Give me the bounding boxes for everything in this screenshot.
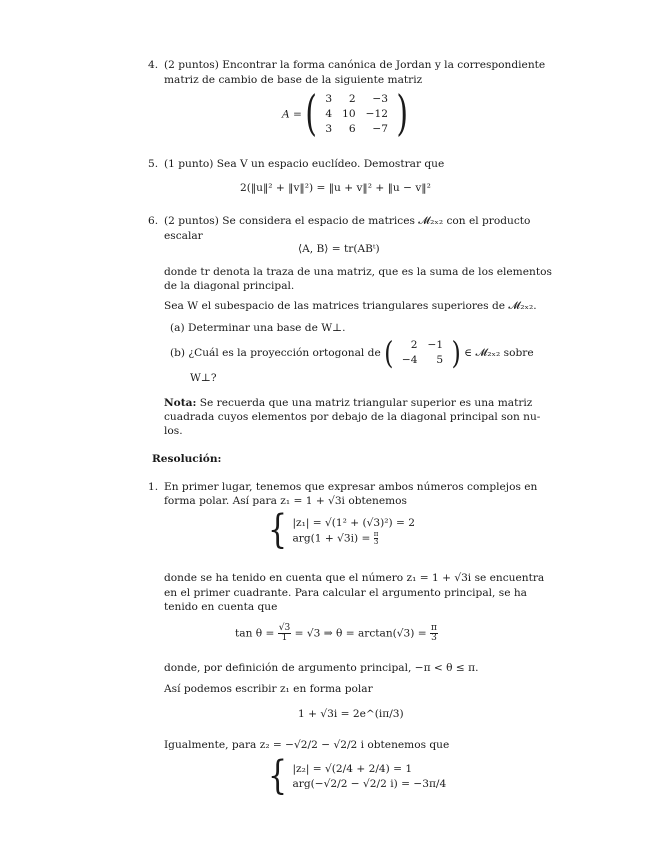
nota-text: Se recuerda que una matriz triangular superior es una matriz	[196, 397, 533, 409]
matrix-cell: 6	[348, 123, 356, 135]
matrix-a-label: A =	[282, 108, 302, 121]
system-1	[268, 507, 416, 554]
matrix-cell: 10	[342, 108, 356, 120]
resolucion-number: 1.	[148, 481, 159, 493]
matrix-cell: 4	[325, 108, 333, 120]
system-1-line2	[292, 531, 415, 547]
matrix-cell: 5	[436, 354, 444, 366]
part-b-text-post: ∈ 𝓜₂ₓ₂ sobre	[464, 346, 534, 359]
part-b-matrix	[397, 338, 448, 368]
right-paren: )	[451, 334, 461, 372]
nota-label: Nota:	[164, 397, 197, 409]
inner-product-formula: ⟨A, B⟩ = tr(ABᵗ)	[298, 243, 380, 255]
matrix-row	[397, 353, 448, 368]
fraction-num: π	[431, 623, 437, 633]
problem-6-part-a: (a) Determinar una base de W⊥.	[170, 322, 346, 334]
resolucion-asi: Así podemos escribir z₁ en forma polar	[164, 683, 373, 695]
resolucion-p3: tenido en cuenta que	[164, 601, 278, 613]
resolucion-line2: forma polar. Así para z₁ = 1 + √3i obtenemos	[164, 495, 407, 507]
matrix-cell: 2	[348, 93, 356, 105]
nota-line3: los.	[164, 425, 183, 437]
tan-formula	[235, 624, 438, 643]
resolucion-line1: En primer lugar, tenemos que expresar ambos números complejos en	[164, 481, 538, 493]
part-b-text: (b) ¿Cuál es la proyección ortogonal de	[170, 346, 381, 359]
fraction-den: 1	[281, 633, 288, 643]
matrix-cell: −4	[401, 354, 418, 366]
fraction-den: 3	[373, 538, 379, 546]
resolucion-definition: donde, por definición de argumento principal, −π < θ ≤ π.	[164, 662, 479, 674]
matrix-cell: −1	[427, 339, 444, 351]
matrix-row	[320, 92, 393, 107]
matrix-row	[320, 107, 393, 122]
matrix-a-block	[282, 85, 409, 142]
pi-over-3-fraction	[374, 531, 379, 546]
system-2-line1: |z₂| = √(2/4 + 2/4) = 1	[292, 763, 413, 775]
problem-6-desc-line2: de la diagonal principal.	[164, 280, 295, 292]
matrix-row	[320, 122, 393, 137]
problem-6-number: 6.	[148, 215, 159, 227]
problem-6-subspace: Sea W el subespacio de las matrices triangulares superiores de 𝓜₂ₓ₂.	[164, 300, 537, 312]
system-1-line1: |z₁| = √(1² + (√3)²) = 2	[292, 517, 416, 529]
right-paren: )	[396, 85, 409, 142]
problem-4-text-line1: (2 puntos) Encontrar la forma canónica de Jordan y la correspondiente	[164, 59, 546, 71]
system-2	[268, 753, 447, 800]
tan-lhs: tan θ =	[235, 627, 275, 640]
left-paren: (	[384, 334, 394, 372]
left-paren: (	[305, 85, 317, 142]
problem-5-number: 5.	[148, 158, 159, 170]
matrix-cell: −7	[372, 123, 388, 135]
problem-6-desc-line1: donde tr denota la traza de una matriz, que es la suma de los elementos	[164, 266, 552, 278]
matrix-row	[397, 338, 448, 353]
system-1-line2-text: arg(1 + √3i) =	[292, 532, 371, 545]
system-1-lines	[292, 516, 415, 547]
problem-4-number: 4.	[148, 59, 159, 71]
left-brace: {	[268, 507, 288, 554]
system-2-line2: arg(−√2/2 − √2/2 i) = −3π/4	[292, 778, 447, 790]
resolucion-p1: donde se ha tenido en cuenta que el número z₁ = 1 + √3i se encuentra	[164, 572, 545, 584]
pi-over-3-fraction	[430, 624, 438, 643]
fraction-num: π	[373, 530, 379, 538]
matrix-cell: −12	[365, 108, 388, 120]
problem-6-text-line2: escalar	[164, 230, 203, 242]
problem-4-text-line2: matriz de cambio de base de la siguiente matriz	[164, 74, 423, 86]
tan-mid: = √3 ⇒ θ = arctan(√3) =	[294, 627, 427, 640]
problem-6-part-b	[170, 334, 534, 372]
resolucion-igualmente: Igualmente, para z₂ = −√2/2 − √2/2 i obtenemos que	[164, 739, 450, 751]
problem-5-text: (1 punto) Sea V un espacio euclídeo. Demostrar que	[164, 158, 445, 170]
matrix-cell: 2	[410, 339, 418, 351]
part-b-end: W⊥?	[190, 372, 217, 384]
left-brace: {	[268, 753, 288, 800]
nota-line2: cuadrada cuyos elementos por debajo de la diagonal principal son nu-	[164, 411, 541, 423]
problem-5-formula: 2(‖u‖² + ‖v‖²) = ‖u + v‖² + ‖u − v‖²	[240, 182, 431, 194]
matrix-a	[320, 92, 393, 137]
polar-formula: 1 + √3i = 2e^(iπ/3)	[298, 708, 404, 720]
system-2-lines	[292, 762, 446, 792]
problem-6-text-line1: (2 puntos) Se considera el espacio de matrices 𝓜₂ₓ₂ con el producto	[164, 215, 531, 227]
fraction-den: 3	[431, 633, 437, 643]
resolucion-p2: en el primer cuadrante. Para calcular el argumento principal, se ha	[164, 587, 527, 599]
sqrt3-over-1-fraction	[278, 624, 291, 643]
matrix-cell: 3	[325, 93, 333, 105]
matrix-cell: 3	[325, 123, 333, 135]
nota-line1	[164, 396, 532, 411]
matrix-cell: −3	[372, 93, 388, 105]
fraction-num: √3	[278, 623, 291, 633]
resolucion-heading: Resolución:	[152, 453, 222, 465]
